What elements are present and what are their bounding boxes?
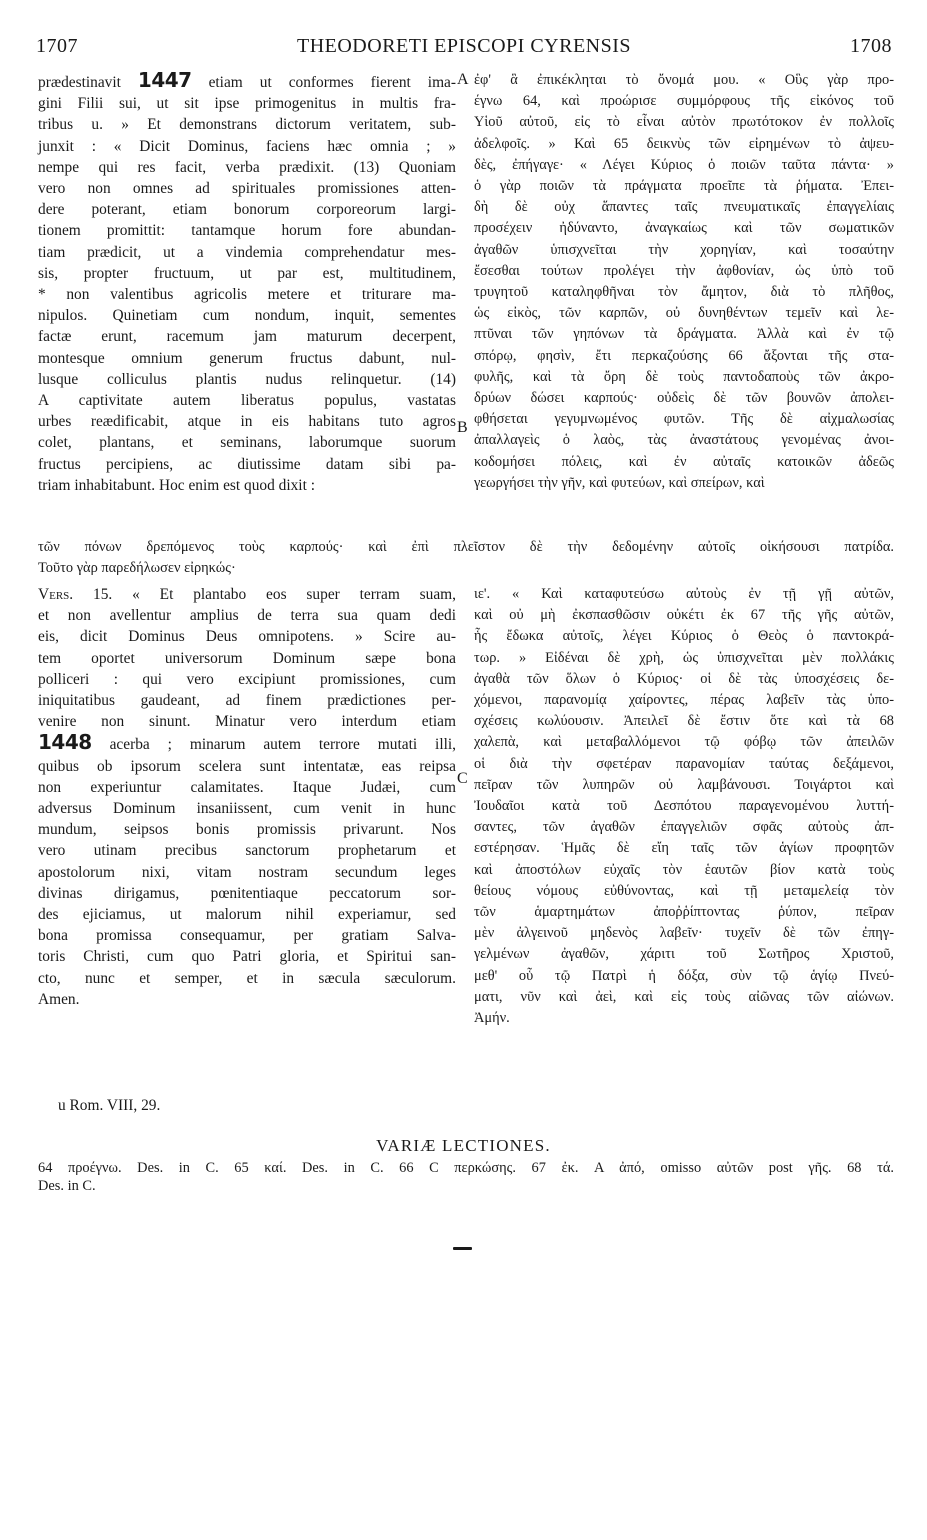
greek-line: ἔσεσθαι τούτων προλέγει τὴν ἀφθονίαν, ὡς ὑπὸ τοῦ bbox=[474, 262, 894, 279]
variae-line-1: 64 προέγνω. Des. in C. 65 καί. Des. in C. 66 C περκώσης. 67 ἐκ. A ἀπό, omisso αὐτῶν post γῆς. 68 τά. bbox=[38, 1160, 894, 1176]
greek-line: ἀγαθὰ τῶν ὅλων ὁ Κύριος· οἱ δὲ τὰς ὑποσχέσεις δε- bbox=[474, 670, 894, 687]
latin-line: bona promissa consequamur, per gratiam Salva- bbox=[38, 927, 456, 945]
latin-line: divinas dirigamus, pœnitentiaque peccatorum sor- bbox=[38, 884, 456, 902]
latin-line: venire non sinunt. Minatur vero interdum etiam bbox=[38, 713, 456, 731]
greek-line: φθήσεται γεγυμνωμένος φυτῶν. Τῆς δὲ αἰχμαλωσίας bbox=[474, 411, 894, 428]
latin-line: vero non omnes ad spirituales promissiones atten- bbox=[38, 180, 456, 198]
latin-line: apostolorum nixi, vitam nostram secundum leges bbox=[38, 863, 456, 881]
greek-line: ἀγαθῶν ὑπισχνεῖται τὴν χορηγίαν, καὶ τοσαύτην bbox=[474, 241, 894, 258]
greek-line: οἱ διὰ τὴν σφετέραν παρανομίαν ταύτας δεξάμενοι, bbox=[474, 755, 894, 772]
greek-line: πτῦναι τῶν γηπόνων τὰ δράγματα. Ἀλλὰ καὶ ἐν τῷ bbox=[474, 326, 894, 343]
latin-line: nempe qui res facit, verba prædixit. (13) Quoniam bbox=[38, 158, 456, 176]
latin-line: tribus u. » Et demonstrans dictorum veritatem, sub- bbox=[38, 116, 456, 134]
latin-line bbox=[38, 732, 456, 755]
latin-line: triam inhabitabunt. Hoc enim est quod dixit : bbox=[38, 476, 315, 494]
page-end-dash bbox=[453, 1247, 472, 1250]
latin-line: lusque colliculus plantis nudus relinquetur. (14) bbox=[38, 370, 456, 388]
greek-line: ιε'. « Καὶ καταφυτεύσω αὐτοὺς ἐν τῇ γῇ αὐτῶν, bbox=[474, 586, 894, 602]
greek-line: δὲς, ἐπήγαγε· « Λέγει Κύριος ὁ ποιῶν ταῦτα πάντα· » bbox=[474, 156, 894, 173]
greek-line: ἀδελφοῖς. » Καὶ 65 δεικνὺς τῶν εἰρημένων τὸ ἀψευ- bbox=[474, 135, 894, 152]
latin-text-column-lower bbox=[38, 584, 456, 1010]
variae-line-2: Des. in C. bbox=[38, 1178, 96, 1194]
running-title: THEODORETI EPISCOPI CYRENSIS bbox=[296, 35, 632, 57]
latin-line: non experiuntur calamitates. Itaque Judæi, cum bbox=[38, 778, 456, 796]
latin-line: adversus Dominum insaniissent, cum venit in hunc bbox=[38, 800, 456, 818]
latin-line: Amen. bbox=[38, 990, 80, 1008]
greek-line: ὁ γὰρ ποιῶν τὰ πράγματα προεῖπε τὰ ῥήματα. Ἐπει- bbox=[474, 178, 894, 195]
line-text: prædestinavit bbox=[38, 74, 138, 91]
variae-lectiones bbox=[38, 1159, 894, 1195]
latin-line: sis, propter fructuum, ut par est, multitudinem, bbox=[38, 264, 456, 282]
greek-line: εστέρησαν. Ἡμᾶς δὲ εἴη ταῖς τῶν ἁγίων προφητῶν bbox=[474, 840, 894, 857]
line-text: etiam ut conformes fierent ima- bbox=[191, 74, 457, 91]
latin-text-column-upper bbox=[38, 70, 456, 496]
greek-line: ματι, νῦν καὶ ἀεὶ, καὶ εἰς τοὺς αἰῶνας τῶν αἰώνων. bbox=[474, 988, 894, 1005]
greek-line: έγνω 64, καὶ προώρισε συμμόρφους τῆς εἰκόνος τοῦ bbox=[474, 93, 894, 110]
greek-line: κοδομήσει πόλεις, καὶ ἐν αὐταῖς κατοικῶν ἀδεῶς bbox=[474, 453, 894, 470]
greek-line: χαλεπὰ, καὶ μεταβαλλόμενοι τῷ φόβῳ τῶν ἀπειλῶν bbox=[474, 734, 894, 751]
latin-line: et non avellentur amplius de terra sua quam dedi bbox=[38, 607, 456, 625]
column-marker-number: 1448 bbox=[38, 730, 92, 755]
latin-line: montesque omnium generum fructus dabunt, nul- bbox=[38, 349, 456, 367]
latin-line: dere poterant, etiam bonorum corporeorum largi- bbox=[38, 201, 456, 219]
latin-line: toris Christi, cum quo Patri gloria, et Spiritui san- bbox=[38, 948, 456, 966]
latin-line: factæ erunt, racemum jam maturum decerpent, bbox=[38, 328, 456, 346]
right-column-number: 1708 bbox=[850, 35, 892, 57]
margin-letter-b: B bbox=[457, 419, 468, 436]
line-text: acerba ; minarum autem terrore mutati illi, bbox=[91, 736, 456, 754]
latin-line: iniquitatibus gaudeant, ad finem prædictiones per- bbox=[38, 692, 456, 710]
latin-line: tiam prædicit, ut a vindemia comprehendatur mes- bbox=[38, 243, 456, 261]
greek-line: καὶ οὐ μὴ ἐκσπασθῶσιν οὐκέτι ἐκ 67 τῆς γῆς αὐτῶν, bbox=[474, 607, 894, 624]
greek-line: δὴ δὲ οὐχ ἅπαντες ταῖς πνευματικαῖς ἐπαγγελίαις bbox=[474, 199, 894, 216]
greek-line: σπόρῳ, φησὶν, ἔτι περκαζούσης 66 ἄξονται τῆς στα- bbox=[474, 347, 894, 364]
greek-full-width-line-2: Τοῦτο γὰρ παρεδήλωσεν εἰρηκώς· bbox=[38, 560, 236, 576]
greek-line: Υἱοῦ αὐτοῦ, εἰς τὸ εἶναι αὐτὸν πρωτότοκον ἐν πολλοῖς bbox=[474, 114, 894, 131]
greek-line: ὡς εἰκὸς, τῶν καρπῶν, οὐ δυνηθέντων τεμεῖν καὶ λε- bbox=[474, 305, 894, 322]
latin-line: eis, dicit Dominus Deus omnipotens. » Scire au- bbox=[38, 628, 456, 646]
greek-line: ἐφ' ἃ ἐπικέκληται τὸ ὄνομά μου. « Οὓς γὰρ προ- bbox=[474, 72, 894, 88]
running-header bbox=[36, 35, 892, 61]
footnote: u Rom. VIII, 29. bbox=[58, 1097, 161, 1114]
greek-line: δρύων δώσει καρπούς· οὐδεὶς δὲ τῶν βουνῶν ἀπολει- bbox=[474, 390, 894, 407]
latin-line: des ejiciamus, ut malorum nihil experiamur, sed bbox=[38, 906, 456, 924]
greek-text-column-lower bbox=[474, 584, 894, 1029]
greek-line: ἧς ἔδωκα αὐτοῖς, λέγει Κύριος ὁ Θεὸς ὁ παντοκρά- bbox=[474, 628, 894, 645]
greek-line: καὶ ἀποστόλων εὐχαῖς τὸν ἑαυτῶν βίον κατὰ τοὺς bbox=[474, 861, 894, 878]
greek-line: προσέχειν ἠδύναντο, ἀναγκαίως καὶ τῶν σωματικῶν bbox=[474, 220, 894, 237]
latin-line: fructus percipiens, ac diutissime datam sibi pa- bbox=[38, 455, 456, 473]
latin-line: polliceri : qui vero excipiunt promissiones, cum bbox=[38, 670, 456, 688]
greek-line: σαντες, τῶν ἀγαθῶν ἐπαγγελιῶν σφᾶς αὐτοὺς ἀπ- bbox=[474, 819, 894, 836]
greek-line: σχέσεις κωλύουσιν. Ἀπειλεῖ δὲ ἔστιν ὅτε καὶ τὰ 68 bbox=[474, 713, 894, 730]
greek-line: Ἰουδαῖοι κατὰ τοῦ Δεσπότου παραγενομένου λυττή- bbox=[474, 798, 894, 815]
verse-label: Vers bbox=[38, 586, 70, 603]
latin-line: gini Filii sui, ut sit ipse primogenitus in multis fra- bbox=[38, 95, 456, 113]
greek-line: τρυγητοῦ καταληφθῆναι τὸν ἄμητον, διὰ τὸ πλῆθος, bbox=[474, 284, 894, 301]
greek-text-column-upper bbox=[474, 70, 894, 494]
latin-line: urbes reædificabit, atque in eis habitans tuto agros bbox=[38, 413, 456, 431]
greek-line: ἀπαλλαγεὶς ὁ λαὸς, τὰς ἀναστάτους γενομένας ἀνοι- bbox=[474, 432, 894, 449]
latin-line: nipulos. Quinetiam cum nondum, inquit, sementes bbox=[38, 307, 456, 325]
margin-letter-a: A bbox=[457, 71, 469, 88]
greek-full-width-line-1: τῶν πόνων δρεπόμενος τοὺς καρπούς· καὶ ἐπὶ πλεῖστον δὲ τὴν δεδομένην αὐτοῖς οἰκήσουσι πατρίδα. bbox=[38, 539, 894, 555]
column-marker-number: 1447 bbox=[137, 68, 192, 92]
line-text: . 15. « Et plantabo eos super terram suam, bbox=[69, 586, 456, 603]
latin-line: tionem promittit: tantamque horum fore abundan- bbox=[38, 222, 456, 240]
greek-line: τῶν ἁμαρτημάτων ἀποῤῥίπτοντας ῥύπον, πεῖραν bbox=[474, 904, 894, 921]
left-column-number: 1707 bbox=[36, 35, 78, 57]
latin-line: colet, plantans, et seminans, laborumque suorum bbox=[38, 434, 456, 452]
latin-line: tem oportet universorum Dominum sæpe bona bbox=[38, 649, 456, 667]
latin-line: vero utinam precibus sanctorum prophetarum et bbox=[38, 842, 456, 860]
latin-line: mundum, seipsos bonis promissis privarunt. Nos bbox=[38, 821, 456, 839]
latin-line bbox=[38, 70, 456, 93]
greek-line: μὲν ἀλγεινοῦ μηδενὸς λαβεῖν· τυχεῖν δὲ τῶν ἐπηγ- bbox=[474, 925, 894, 942]
greek-line: θείους νόμους εὐθύνοντας, καὶ τῇ μεταμελείᾳ τὸν bbox=[474, 882, 894, 899]
greek-line: Ἀμήν. bbox=[474, 1010, 510, 1027]
greek-line: μεθ' οὗ τῷ Πατρὶ ἡ δόξα, σὺν τῷ ἁγίῳ Πνεύ- bbox=[474, 967, 894, 984]
latin-line: A captivitate autem liberatus populus, vastatas bbox=[38, 392, 456, 410]
latin-line: * non valentibus agricolis metere et triturare ma- bbox=[38, 286, 456, 304]
greek-line: γεωργήσει τὴν γῆν, καὶ φυτεύων, καὶ σπείρων, καὶ bbox=[474, 474, 765, 491]
greek-line: φυλῆς, καὶ τὰ ὄρη δὲ τοὺς παντοδαποὺς τῶν ἀκρο- bbox=[474, 368, 894, 385]
latin-line: cto, nunc et semper, et in sæcula sæculorum. bbox=[38, 969, 456, 987]
greek-line: χόμενοι, παρανομίᾳ χαίροντες, πέρας λαβεῖν τὰς ὑπο- bbox=[474, 692, 894, 709]
latin-line: junxit : « Dicit Dominus, faciens hæc omnia ; » bbox=[38, 137, 456, 155]
latin-line: quibus ob ipsorum scelera sunt intentatæ, eas reipsa bbox=[38, 757, 456, 775]
greek-line: τωρ. » Εἰδέναι δὲ χρὴ, ὡς ὑπισχνεῖται μὲν πολλάκις bbox=[474, 649, 894, 666]
greek-line: γελμένων ἀγαθῶν, χάριτι τοῦ Σωτῆρος Χριστοῦ, bbox=[474, 946, 894, 963]
margin-letter-c: C bbox=[457, 770, 468, 787]
greek-line: πεῖραν τῶν λυπηρῶν οὐ λαμβάνουσι. Τοιγάρτοι καὶ bbox=[474, 776, 894, 793]
variae-lectiones-title: VARIÆ LECTIONES. bbox=[376, 1136, 551, 1155]
latin-line bbox=[38, 584, 456, 605]
